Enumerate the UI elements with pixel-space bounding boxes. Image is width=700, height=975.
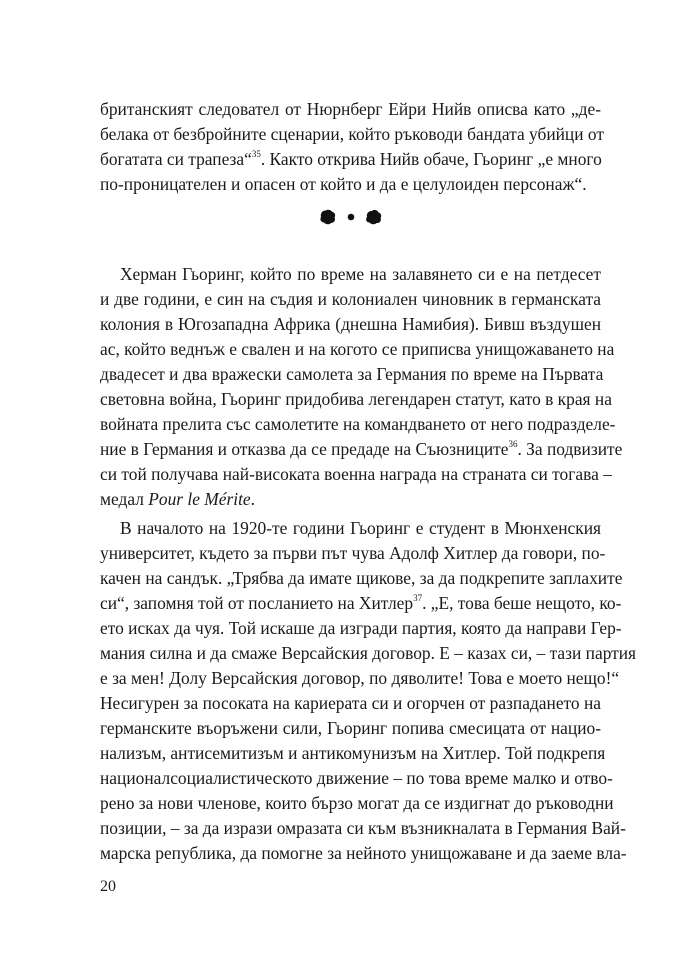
text-line: е за мен! Долу Версайския договор, по дяволите! Това е моето нещо!“ xyxy=(100,668,620,688)
text-line: нализъм, антисемитизъм и антикомунизъм на Хитлер. Той подкрепя xyxy=(100,743,606,763)
text-line: позиции, – за да изрази омразата си към възникналата в Германия Вай- xyxy=(100,818,626,838)
text-fragment: богатата си трапеза“ xyxy=(100,149,252,169)
text-line: колония в Югозападна Африка (днешна Намибия). Бивш въздушен xyxy=(100,314,601,334)
text-line: Несигурен за посоката на кариерата си и огорчен от разпадането на xyxy=(100,693,601,713)
text-line: националсоциалистическото движение – по това време малко и отво- xyxy=(100,768,613,788)
text-line: белака от безбройните сценарии, който ръководи бандата убийци от xyxy=(100,124,604,144)
text-line: световна война, Гьоринг придобива легендарен статут, като в края на xyxy=(100,389,612,409)
text-line: двадесет и два вражески самолета за Германия по време на Първата xyxy=(100,364,604,384)
text-line xyxy=(100,147,601,171)
text-line: качен на сандък. „Трябва да имате щикове, за да подкрепите заплахите xyxy=(100,568,623,588)
text-line: В началото на 1920-те години Гьоринг е студент в Мюнхенския xyxy=(120,518,601,538)
text-line: войната прелита със самолетите на командването от него подразделе- xyxy=(100,414,616,434)
text-line xyxy=(100,437,623,461)
text-line: ас, който веднъж е свален и на когото се приписва унищожаването на xyxy=(100,339,615,359)
text-line: марска република, да помогне за нейното унищожаване и да заеме вла- xyxy=(100,843,627,863)
ink-dots-separator-icon xyxy=(318,207,384,227)
text-fragment: ние в Германия и отказва да се предаде на Съюзниците xyxy=(100,439,509,459)
text-fragment: си“, запомня той от посланието на Хитлер xyxy=(100,593,414,613)
page-number: 20 xyxy=(100,878,116,895)
footnote-ref: 36 xyxy=(508,439,518,450)
text-line: британският следовател от Нюрнберг Ейри Нийв описва като „де- xyxy=(100,99,601,119)
text-line: Херман Гьоринг, който по време на залавянето си е на петдесет xyxy=(120,264,601,284)
text-line xyxy=(100,487,601,511)
text-fragment: . За подвизите xyxy=(517,439,623,459)
italic-title: Pour le Mérite xyxy=(148,489,251,509)
text-fragment: медал xyxy=(100,489,149,509)
text-fragment: . xyxy=(250,489,255,509)
text-line: университет, където за първи път чува Адолф Хитлер да говори, по- xyxy=(100,543,606,563)
text-line: по-проницателен и опасен от който и да е целулоиден персонаж“. xyxy=(100,174,587,194)
text-fragment: . „Е, това беше нещото, ко- xyxy=(422,593,622,613)
text-line xyxy=(100,591,622,615)
footnote-ref: 37 xyxy=(413,593,423,604)
text-fragment: . Както открива Нийв обаче, Гьоринг „е много xyxy=(260,149,602,169)
text-line: мания силна и да смаже Версайския договор. Е – казах си, – тази партия xyxy=(100,643,637,663)
footnote-ref: 35 xyxy=(251,149,261,160)
text-line: германските въоръжени сили, Гьоринг попива смесицата от нацио- xyxy=(100,718,601,738)
text-line: и две години, е син на съдия и колониален чиновник в германската xyxy=(100,289,601,309)
text-line: рено за нови членове, които бързо могат да се издигнат до ръководни xyxy=(100,793,614,813)
text-line: си той получава най-високата военна награда на страната си тогава – xyxy=(100,464,612,484)
text-line: ето исках да чуя. Той искаше да изгради партия, която да направи Гер- xyxy=(100,618,622,638)
